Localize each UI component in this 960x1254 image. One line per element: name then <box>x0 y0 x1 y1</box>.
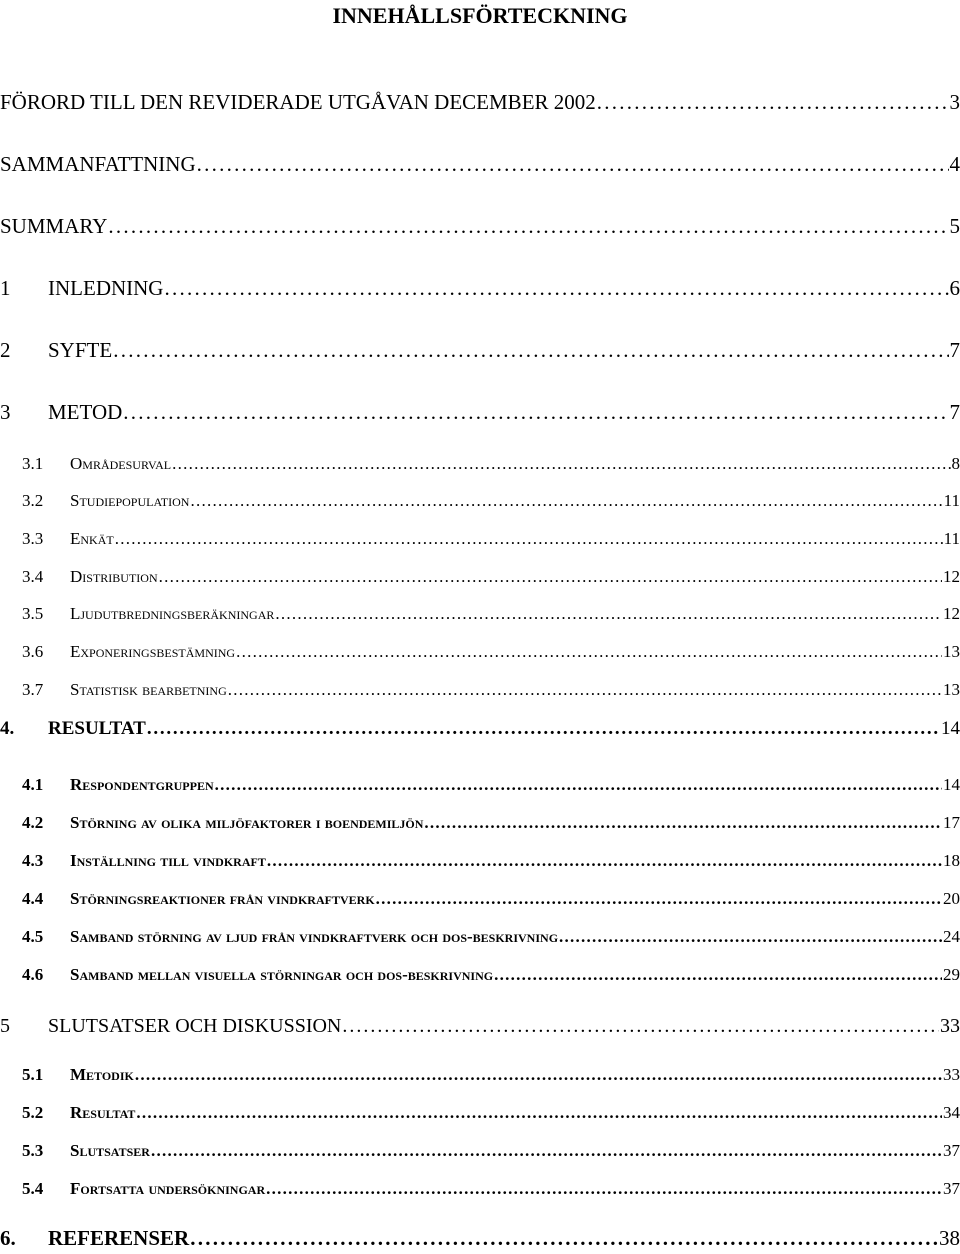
toc-entry-number: 2 <box>0 338 48 363</box>
toc-entry-label: Störning av olika miljöfaktorer i boendemiljön <box>70 813 423 833</box>
toc-entry-4-5[interactable] <box>0 927 960 955</box>
toc-entry-page: 38 <box>939 1226 960 1251</box>
toc-entry-page: 17 <box>943 813 960 833</box>
toc-entry-number: 4.6 <box>0 965 70 985</box>
toc-entry-page: 37 <box>943 1141 960 1161</box>
dot-leader <box>190 1226 938 1251</box>
toc-entry-resultat[interactable] <box>0 718 960 746</box>
toc-entry-inledning[interactable] <box>0 276 960 304</box>
toc-entry-label: SLUTSATSER OCH DISKUSSION <box>48 1015 341 1038</box>
dot-leader <box>136 1103 942 1123</box>
toc-entry-metod[interactable] <box>0 400 960 428</box>
dot-leader <box>123 400 948 425</box>
toc-entry-page: 6 <box>950 276 960 301</box>
toc-entry-page: 11 <box>944 491 960 511</box>
toc-entry-number: 3.2 <box>0 491 70 511</box>
toc-entry-number: 3.4 <box>0 567 70 587</box>
toc-entry-3-6[interactable] <box>0 642 960 670</box>
toc-entry-label: Inställning till vindkraft <box>70 851 266 871</box>
toc-entry-number: 3.7 <box>0 680 70 700</box>
toc-entry-page: 20 <box>943 889 960 909</box>
toc-entry-label: Respondentgruppen <box>70 775 214 795</box>
toc-entry-page: 5 <box>950 214 960 239</box>
toc-entry-number: 5.1 <box>0 1065 70 1085</box>
dot-leader <box>559 927 942 947</box>
toc-entry-page: 8 <box>952 454 960 474</box>
toc-entry-page: 4 <box>950 152 960 177</box>
toc-entry-syfte[interactable] <box>0 338 960 366</box>
toc-entry-label: Områdesurval <box>70 454 171 474</box>
toc-entry-page: 29 <box>943 965 960 985</box>
toc-entry-number: 1 <box>0 276 48 301</box>
toc-entry-label: SUMMARY <box>0 214 107 239</box>
dot-leader <box>494 965 942 985</box>
toc-entry-label: FÖRORD TILL DEN REVIDERADE UTGÅVAN DECEMBER 2002 <box>0 90 596 115</box>
toc-entry-page: 7 <box>950 400 960 425</box>
toc-entry-number: 4.5 <box>0 927 70 947</box>
toc-entry-number: 5 <box>0 1015 48 1038</box>
toc-entry-number: 3.3 <box>0 529 70 549</box>
dot-leader <box>266 1179 942 1199</box>
toc-entry-3-5[interactable] <box>0 604 960 632</box>
toc-entry-label: Exponeringsbestämning <box>70 642 235 662</box>
dot-leader <box>197 152 949 177</box>
toc-entry-number: 3.1 <box>0 454 70 474</box>
toc-entry-page: 12 <box>943 567 960 587</box>
dot-leader <box>164 276 948 301</box>
toc-entry-page: 7 <box>950 338 960 363</box>
toc-entry-label: METOD <box>48 400 122 425</box>
toc-entry-page: 11 <box>944 529 960 549</box>
toc-entry-number: 3 <box>0 400 48 425</box>
toc-entry-3-3[interactable] <box>0 529 960 557</box>
dot-leader <box>113 338 948 363</box>
toc-entry-label: REFERENSER <box>48 1226 189 1251</box>
toc-entry-number: 5.2 <box>0 1103 70 1123</box>
toc-entry-slutsatser[interactable] <box>0 1015 960 1043</box>
toc-entry-number: 3.5 <box>0 604 70 624</box>
dot-leader <box>267 851 942 871</box>
toc-entry-page: 12 <box>943 604 960 624</box>
toc-entry-3-7[interactable] <box>0 680 960 708</box>
toc-entry-3-4[interactable] <box>0 567 960 595</box>
toc-entry-label: Slutsatser <box>70 1141 150 1161</box>
toc-entry-label: Enkät <box>70 529 114 549</box>
toc-entry-label: Resultat <box>70 1103 135 1123</box>
toc-entry-referenser[interactable] <box>0 1226 960 1254</box>
toc-entry-sammanfattning[interactable] <box>0 152 960 180</box>
dot-leader <box>159 567 942 587</box>
toc-entry-page: 37 <box>943 1179 960 1199</box>
toc-entry-label: Samband störning av ljud från vindkraftverk och dos-beskrivning <box>70 927 558 947</box>
toc-entry-preface[interactable] <box>0 90 960 118</box>
toc-entry-number: 5.3 <box>0 1141 70 1161</box>
toc-entry-5-2[interactable] <box>0 1103 960 1131</box>
dot-leader <box>597 90 949 115</box>
toc-entry-number: 4.4 <box>0 889 70 909</box>
toc-entry-label: Samband mellan visuella störningar och dos-beskrivning <box>70 965 493 985</box>
toc-entry-page: 24 <box>943 927 960 947</box>
toc-entry-4-3[interactable] <box>0 851 960 879</box>
toc-entry-number: 6. <box>0 1226 48 1251</box>
dot-leader <box>135 1065 942 1085</box>
toc-entry-label: Distribution <box>70 567 158 587</box>
toc-entry-label: Fortsatta undersökningar <box>70 1179 265 1199</box>
dot-leader <box>275 604 942 624</box>
toc-entry-label: Metodik <box>70 1065 134 1085</box>
dot-leader <box>215 775 942 795</box>
toc-entry-page: 34 <box>943 1103 960 1123</box>
toc-entry-label: RESULTAT <box>48 718 146 740</box>
toc-entry-3-2[interactable] <box>0 491 960 519</box>
toc-entry-number: 4. <box>0 718 48 740</box>
toc-entry-number: 4.2 <box>0 813 70 833</box>
dot-leader <box>424 813 942 833</box>
toc-entry-page: 3 <box>950 90 960 115</box>
toc-entry-4-6[interactable] <box>0 965 960 993</box>
toc-entry-page: 33 <box>943 1065 960 1085</box>
toc-entry-page: 33 <box>940 1015 960 1038</box>
toc-entry-label: Studiepopulation <box>70 491 189 511</box>
toc-entry-page: 13 <box>943 642 960 662</box>
dot-leader <box>115 529 943 549</box>
toc-entry-label: INLEDNING <box>48 276 163 301</box>
toc-entry-number: 5.4 <box>0 1179 70 1199</box>
dot-leader <box>190 491 942 511</box>
toc-entry-label: Störningsreaktioner från vindkraftverk <box>70 889 375 909</box>
toc-entry-5-1[interactable] <box>0 1065 960 1093</box>
toc-entry-5-4[interactable] <box>0 1179 960 1207</box>
toc-entry-page: 14 <box>943 775 960 795</box>
toc-entry-4-4[interactable] <box>0 889 960 917</box>
toc-entry-page: 13 <box>943 680 960 700</box>
toc-entry-page: 18 <box>943 851 960 871</box>
toc-entry-number: 4.1 <box>0 775 70 795</box>
dot-leader <box>151 1141 942 1161</box>
toc-entry-page: 14 <box>941 718 960 740</box>
document-title: INNEHÅLLSFÖRTECKNING <box>0 2 960 30</box>
toc-entry-label: SAMMANFATTNING <box>0 152 196 177</box>
toc-entry-5-3[interactable] <box>0 1141 960 1169</box>
toc-entry-label: Statistisk bearbetning <box>70 680 227 700</box>
dot-leader <box>376 889 942 909</box>
dot-leader <box>147 718 940 740</box>
dot-leader <box>236 642 942 662</box>
toc-entry-number: 4.3 <box>0 851 70 871</box>
toc-entry-4-2[interactable] <box>0 813 960 841</box>
toc-entry-number: 3.6 <box>0 642 70 662</box>
dot-leader <box>108 214 948 239</box>
dot-leader <box>228 680 942 700</box>
toc-entry-4-1[interactable] <box>0 775 960 803</box>
toc-entry-label: Ljudutbredningsberäkningar <box>70 604 274 624</box>
dot-leader <box>172 454 950 474</box>
toc-entry-summary[interactable] <box>0 214 960 242</box>
dot-leader <box>342 1015 939 1038</box>
toc-entry-3-1[interactable] <box>0 454 960 482</box>
toc-entry-label: SYFTE <box>48 338 112 363</box>
